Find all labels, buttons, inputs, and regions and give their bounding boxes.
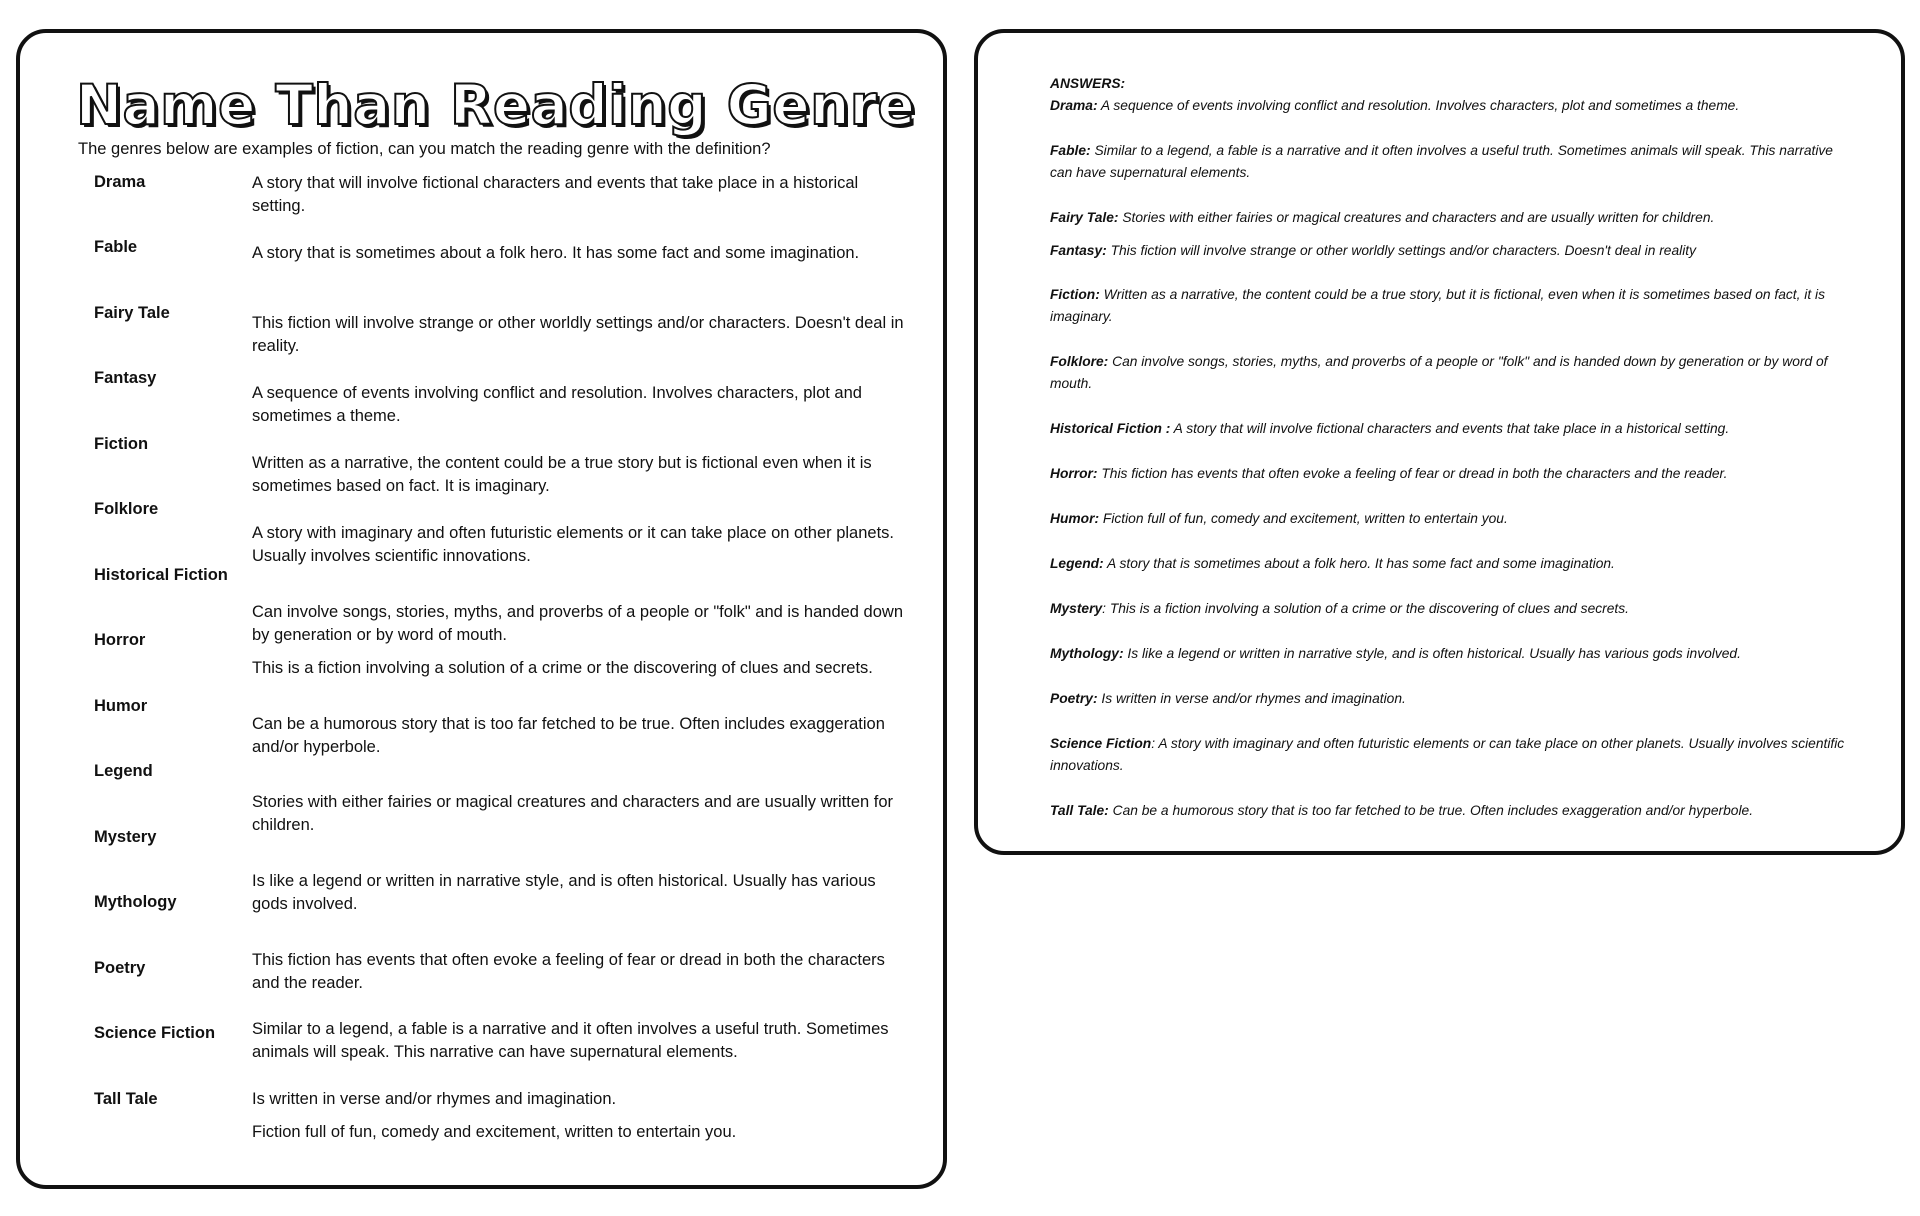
answer-term: Fiction: (1050, 287, 1100, 302)
answer-item (1050, 418, 1850, 440)
answer-key (1050, 73, 1850, 822)
definition-text: A story with imaginary and often futuristic elements or it can take place on other planets. Usually involves scientific innovations. (252, 524, 895, 565)
answer-item (1050, 598, 1850, 620)
answer-term: Fairy Tale: (1050, 210, 1119, 225)
answer-definition: : This is a fiction involving a solution of a crime or the discovering of clues and secrets. (1102, 601, 1629, 616)
genre-label: Fairy Tale (94, 304, 170, 322)
definition-text: Stories with either fairies or magical creatures and characters and are usually written for children. (252, 793, 894, 834)
answer-item (1050, 553, 1850, 575)
genre-label: Mystery (94, 828, 157, 846)
answer-definition: A sequence of events involving conflict and resolution. Involves characters, plot and sometimes a theme. (1097, 98, 1740, 113)
definition-text: A story that will involve fictional characters and events that take place in a historical setting. (252, 174, 859, 215)
genre-label: Historical Fiction (94, 566, 228, 584)
answer-definition: This fiction has events that often evoke a feeling of fear or dread in both the characters and the reader. (1097, 466, 1728, 481)
definition-text: Written as a narrative, the content could be a true story but is fictional even when it is sometimes based on fact. It is imaginary. (252, 454, 872, 495)
answer-term: Tall Tale: (1050, 803, 1109, 818)
definition-text: Can involve songs, stories, myths, and proverbs of a people or "folk" and is handed down by generation or by word of mouth. (252, 603, 904, 644)
genre-label: Folklore (94, 500, 159, 518)
definition-text: Can be a humorous story that is too far fetched to be true. Often includes exaggeration and/or hyperbole. (252, 715, 885, 756)
definition-text: A sequence of events involving conflict and resolution. Involves characters, plot and sometimes a theme. (252, 384, 862, 425)
answer-term: Folklore: (1050, 354, 1109, 369)
genre-label: Fable (94, 238, 138, 256)
answer-definition: Similar to a legend, a fable is a narrative and it often involves a useful truth. Sometimes animals will speak. This narrative can have supernatural elements. (1050, 143, 1833, 180)
definition-text: This fiction has events that often evoke a feeling of fear or dread in both the characters and the reader. (252, 951, 885, 992)
genre-label: Horror (94, 631, 146, 649)
answer-term: Historical Fiction : (1050, 421, 1171, 436)
answer-item (1050, 351, 1850, 395)
answer-term: Fable: (1050, 143, 1091, 158)
page-title: Name Than Reading Genre (76, 73, 916, 137)
genre-label: Science Fiction (94, 1024, 216, 1042)
answer-item (1050, 508, 1850, 530)
answer-definition: : A story with imaginary and often futuristic elements or can take place on other planets. Usually involves scientific innovations. (1050, 736, 1845, 773)
answer-definition: Stories with either fairies or magical creatures and characters and are usually written for children. (1118, 210, 1715, 225)
genre-label: Mythology (94, 893, 177, 911)
answer-definition: Can involve songs, stories, myths, and proverbs of a people or "folk" and is handed down by generation or by word of mouth. (1050, 354, 1828, 391)
answer-definition: Is like a legend or written in narrative style, and is often historical. Usually has various gods involved. (1123, 646, 1741, 661)
answer-term: Drama: (1050, 98, 1098, 113)
answer-term: Poetry: (1050, 691, 1098, 706)
definition-text: Similar to a legend, a fable is a narrative and it often involves a useful truth. Sometimes animals will speak. This narrative can have supernatural elements. (252, 1020, 889, 1061)
answer-definition: A story that is sometimes about a folk hero. It has some fact and some imagination. (1103, 556, 1615, 571)
answer-item (1050, 463, 1850, 485)
answer-term: Horror: (1050, 466, 1098, 481)
instructions: The genres below are examples of fiction, can you match the reading genre with the definition? (78, 140, 771, 158)
answer-item (1050, 643, 1850, 665)
definition-text: This is a fiction involving a solution of a crime or the discovering of clues and secrets. (252, 659, 873, 677)
worksheet-panel (16, 29, 947, 1189)
answer-item (1050, 240, 1850, 262)
definition-text: A story that is sometimes about a folk hero. It has some fact and some imagination. (252, 244, 860, 262)
genre-label: Humor (94, 697, 148, 715)
genre-label: Drama (94, 173, 146, 191)
answer-item (1050, 688, 1850, 710)
answer-item (1050, 733, 1850, 777)
genre-label: Poetry (94, 959, 146, 977)
answer-term: Science Fiction (1050, 736, 1152, 751)
definition-text: Is written in verse and/or rhymes and imagination. (252, 1090, 617, 1108)
answers-panel (974, 29, 1905, 855)
answer-term: Humor: (1050, 511, 1100, 526)
genre-label: Fiction (94, 435, 149, 453)
answer-term: Mystery (1050, 601, 1103, 616)
answer-item (1050, 207, 1850, 229)
answer-definition: Written as a narrative, the content could be a true story, but it is fictional, even when it is sometimes based on fact, it is imaginary. (1050, 287, 1826, 324)
answer-definition: Is written in verse and/or rhymes and imagination. (1097, 691, 1406, 706)
answer-term: Legend: (1050, 556, 1104, 571)
answers-heading: ANSWERS: (1050, 76, 1126, 91)
answer-item (1050, 95, 1850, 117)
answer-definition: Can be a humorous story that is too far fetched to be true. Often includes exaggeration and/or hyperbole. (1108, 803, 1754, 818)
definition-text: Is like a legend or written in narrative style, and is often historical. Usually has various gods involved. (252, 872, 876, 913)
answer-definition: A story that will involve fictional characters and events that take place in a historical setting. (1170, 421, 1730, 436)
answer-term: Mythology: (1050, 646, 1124, 661)
answer-item (1050, 284, 1850, 328)
answer-item (1050, 140, 1850, 184)
genre-label: Fantasy (94, 369, 157, 387)
genre-label: Legend (94, 762, 153, 780)
answer-definition: Fiction full of fun, comedy and excitement, written to entertain you. (1099, 511, 1508, 526)
genre-label: Tall Tale (94, 1090, 158, 1108)
definition-text: This fiction will involve strange or other worldly settings and/or characters. Doesn't deal in reality. (252, 314, 904, 355)
definition-text: Fiction full of fun, comedy and excitement, written to entertain you. (252, 1123, 737, 1141)
answer-term: Fantasy: (1050, 243, 1107, 258)
answer-definition: This fiction will involve strange or other worldly settings and/or characters. Doesn't deal in reality (1106, 243, 1697, 258)
answer-item (1050, 800, 1850, 822)
